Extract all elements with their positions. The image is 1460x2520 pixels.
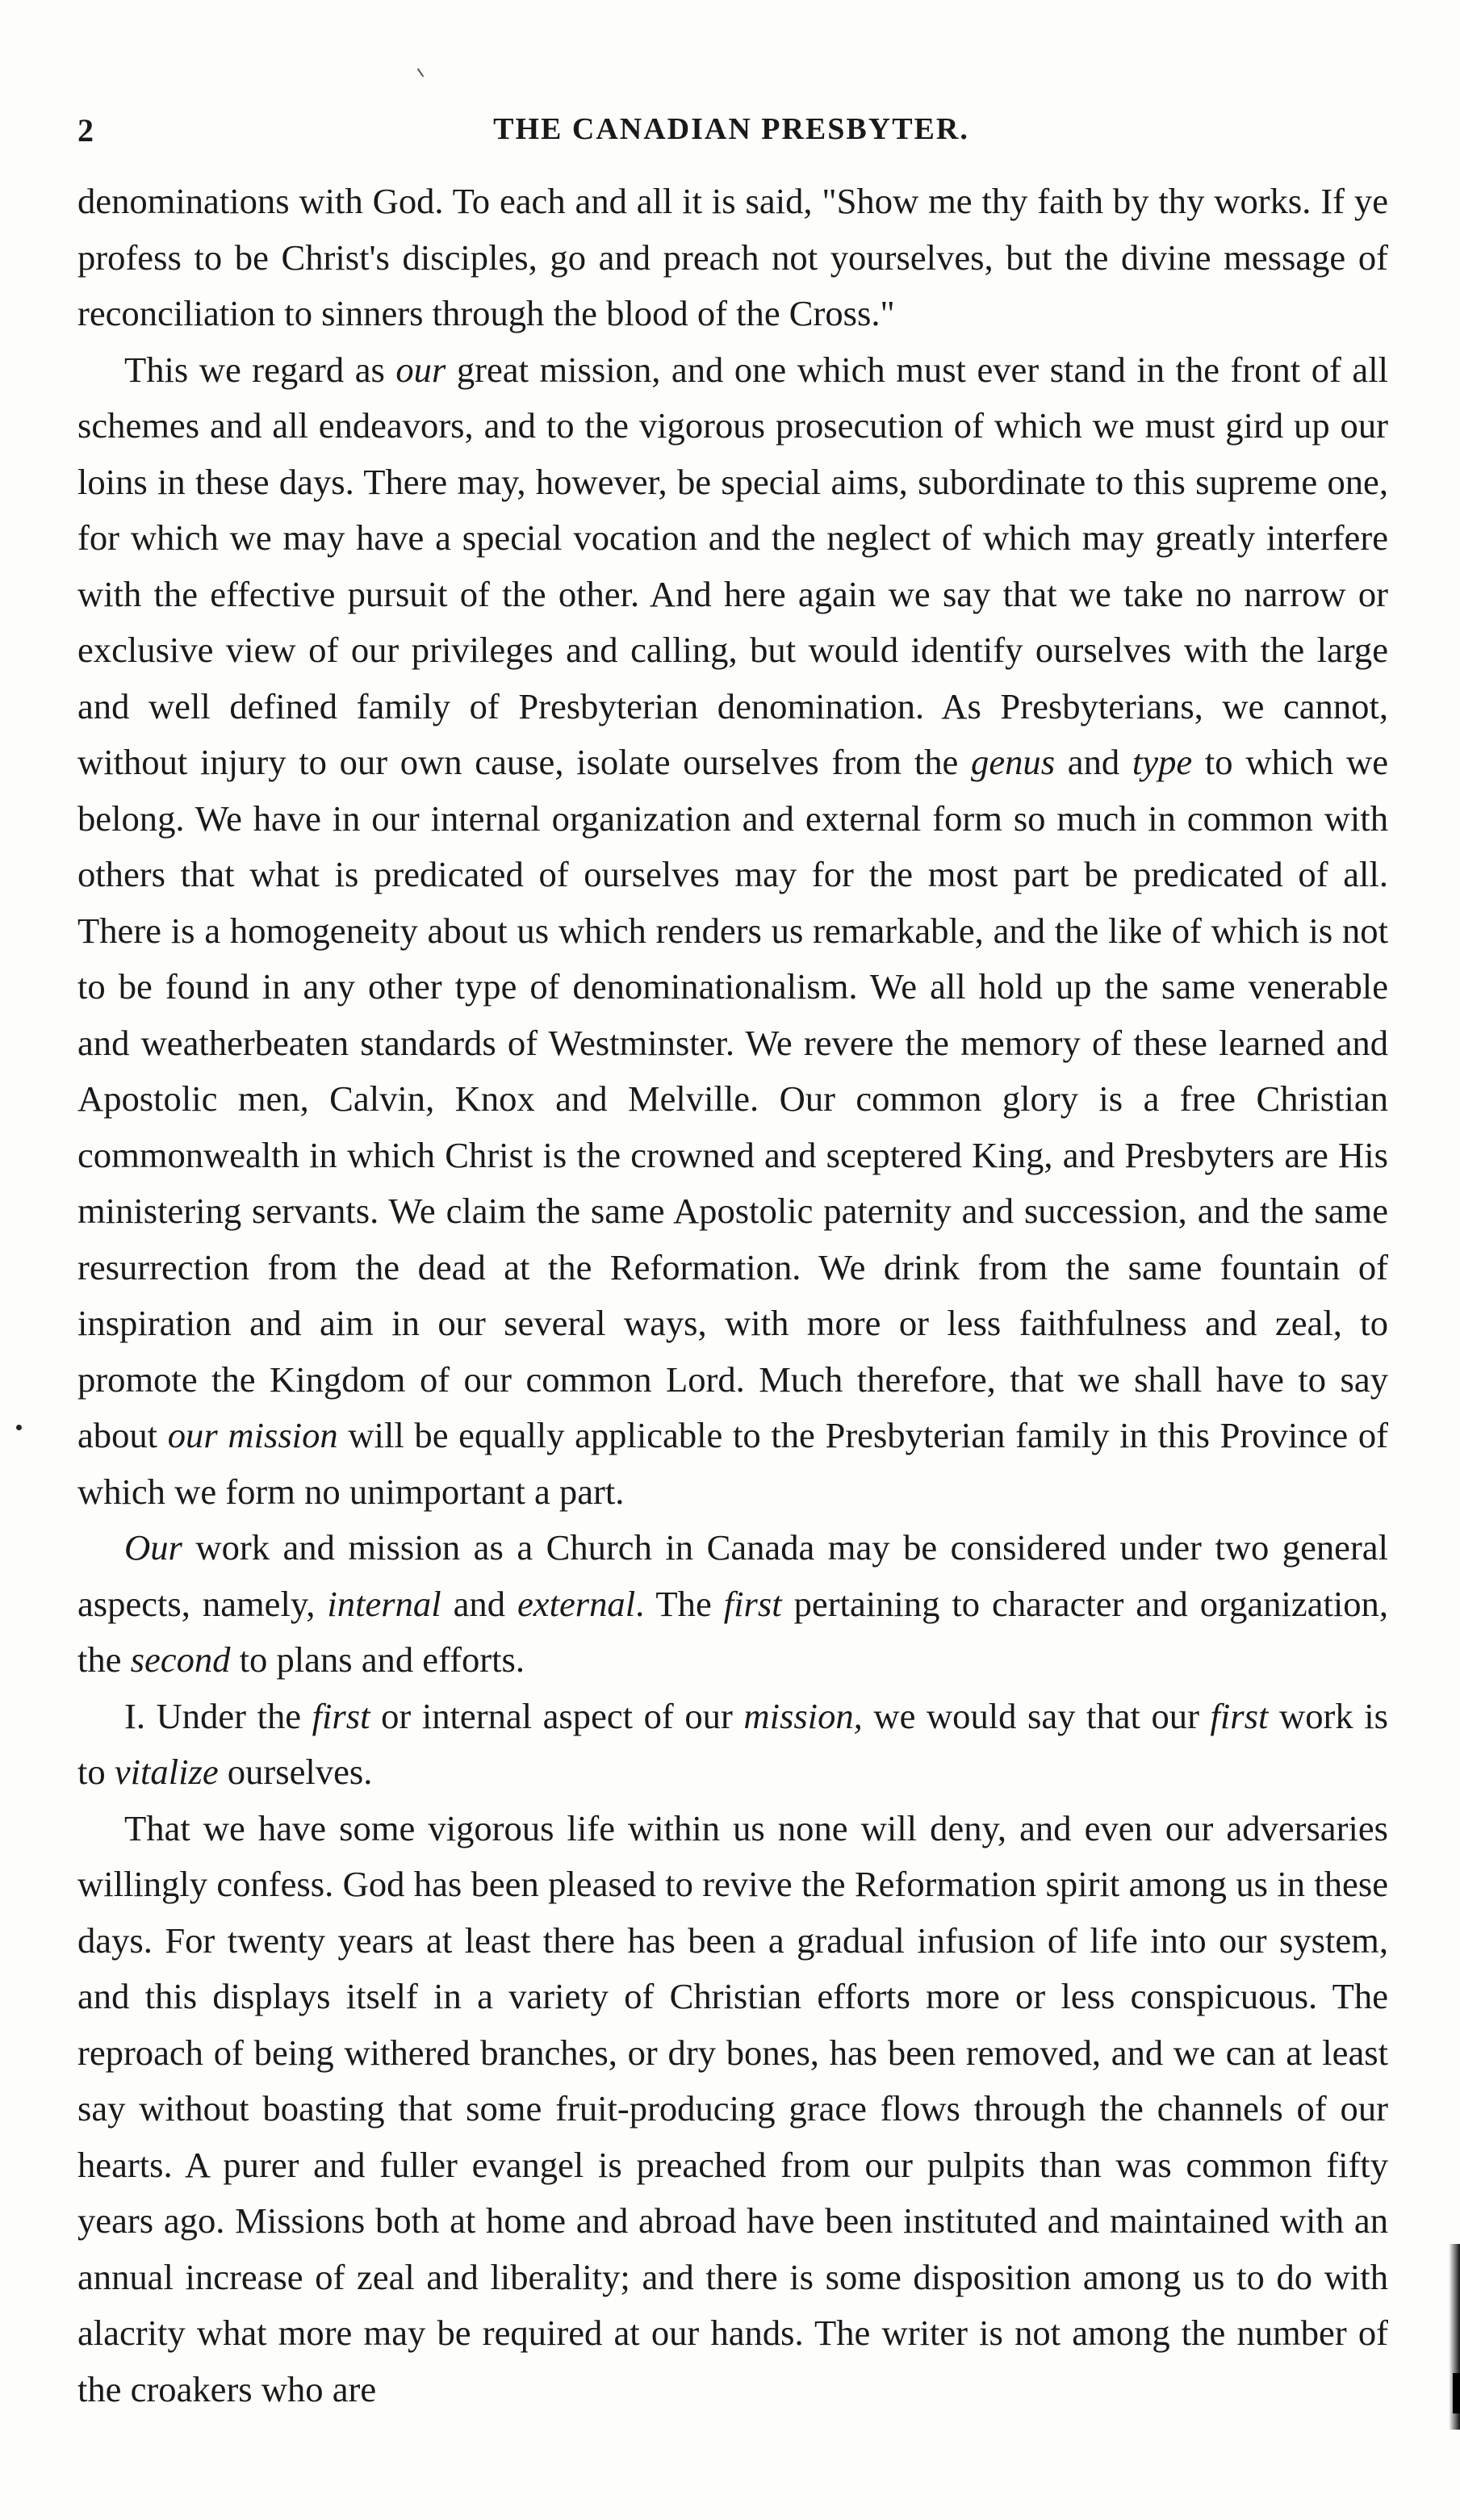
text-run: ourselves. <box>218 1752 373 1792</box>
text-run: and <box>441 1583 517 1624</box>
text-run: I. Under the <box>124 1695 312 1736</box>
paragraph <box>77 342 1388 1521</box>
text-run: work is to <box>77 1695 1388 1792</box>
paragraph <box>77 1520 1388 1689</box>
text-run: or internal aspect of our <box>370 1695 744 1736</box>
italic-text: our <box>395 349 446 390</box>
text-run: to plans and efforts. <box>230 1639 525 1680</box>
italic-text: genus <box>971 742 1056 782</box>
italic-text: first <box>723 1583 782 1624</box>
text-run: This we regard as <box>124 349 396 390</box>
italic-text: Our <box>124 1527 182 1568</box>
scan-speck <box>16 1425 22 1430</box>
italic-text: type <box>1132 742 1193 782</box>
text-run: work and mission as a Church in Canada may be considered under two general aspects, namely, <box>77 1527 1388 1624</box>
body-text <box>77 174 1388 2417</box>
text-run: . The <box>635 1583 724 1624</box>
italic-text: first <box>312 1695 370 1736</box>
text-run: will be equally applicable to the Presbyterian family in this Province of which we form no unimportant a part. <box>77 1415 1388 1512</box>
paragraph <box>77 1801 1388 2418</box>
scan-mark <box>417 69 425 77</box>
text-run: we would say that our <box>862 1695 1211 1736</box>
italic-text: our mission <box>167 1415 338 1455</box>
scan-page-edge-shadow <box>1453 2373 1460 2413</box>
italic-text: first <box>1210 1695 1269 1736</box>
italic-text: external <box>517 1583 636 1624</box>
text-run: to which we belong. We have in our internal organization and external form so much in common with others that what is predicated of ourselves may for the most part be predicated of all. There is a homogeneity about us which renders us remarkable, and the like of which is not to be found in any other type of denominationalism. We all hold up the same venerable and weatherbeaten standards of Westminster. We revere the memory of these learned and Apostolic men, Calvin, Knox and Melville. Our common glory is a free Christian commonwealth in which Christ is the crowned and sceptered King, and Presbyters are His ministering servants. We claim the same Apostolic paternity and succession, and the same resurrection from the dead at the Reformation. We drink from the same fountain of inspiration and aim in our several ways, with more or less faithfulness and zeal, to promote the Kingdom of our common Lord. Much therefore, that we shall have to say about <box>77 742 1389 1455</box>
running-head <box>77 111 1385 160</box>
italic-text: internal <box>327 1583 441 1624</box>
page-number: 2 <box>77 112 94 149</box>
journal-title: THE CANADIAN PRESBYTER. <box>493 112 969 146</box>
text-run: and <box>1055 742 1132 782</box>
text-run: That we have some vigorous life within us none will deny, and even our adversaries willingly confess. God has been pleased to revive the Reformation spirit among us in these days. For twenty years at least there has been a gradual infusion of life into our system, and this displays itself in a variety of Christian efforts more or less conspicuous. The reproach of being withered branches, or dry bones, has been removed, and we can at least say without boasting that some fruit-producing grace flows through the channels of our hearts. A purer and fuller evangel is preached from our pulpits than was common fifty years ago. Missions both at home and abroad have been instituted and maintained with an annual increase of zeal and liberality; and there is some disposition among us to do with alacrity what more may be required at our hands. The writer is not among the number of the croakers who are <box>77 1807 1388 2409</box>
text-run: denominations with God. To each and all it is said, "Show me thy faith by thy works. If ye profess to be Christ's disciples, go and preach not yourselves, but the divine message of reconciliation to sinners through the blood of the Cross." <box>77 181 1388 333</box>
paragraph <box>77 1689 1388 1801</box>
italic-text: vitalize <box>114 1752 219 1792</box>
italic-text: mission, <box>743 1695 863 1736</box>
text-run: pertaining to character and organization, the <box>77 1583 1388 1680</box>
text-run: great mission, and one which must ever stand in the front of all schemes and all endeavors, and to the vigorous prosecution of which we must gird up our loins in these days. There may, however, be special aims, subordinate to this supreme one, for which we may have a special vocation and the neglect of which may greatly interfere with the effective pursuit of the other. And here again we say that we take no narrow or exclusive view of our privileges and calling, but would identify ourselves with the large and well defined family of Presbyterian denomination. As Presbyterians, we cannot, without injury to our own cause, isolate ourselves from the <box>77 349 1388 782</box>
italic-text: second <box>130 1639 231 1680</box>
paragraph <box>77 174 1388 342</box>
